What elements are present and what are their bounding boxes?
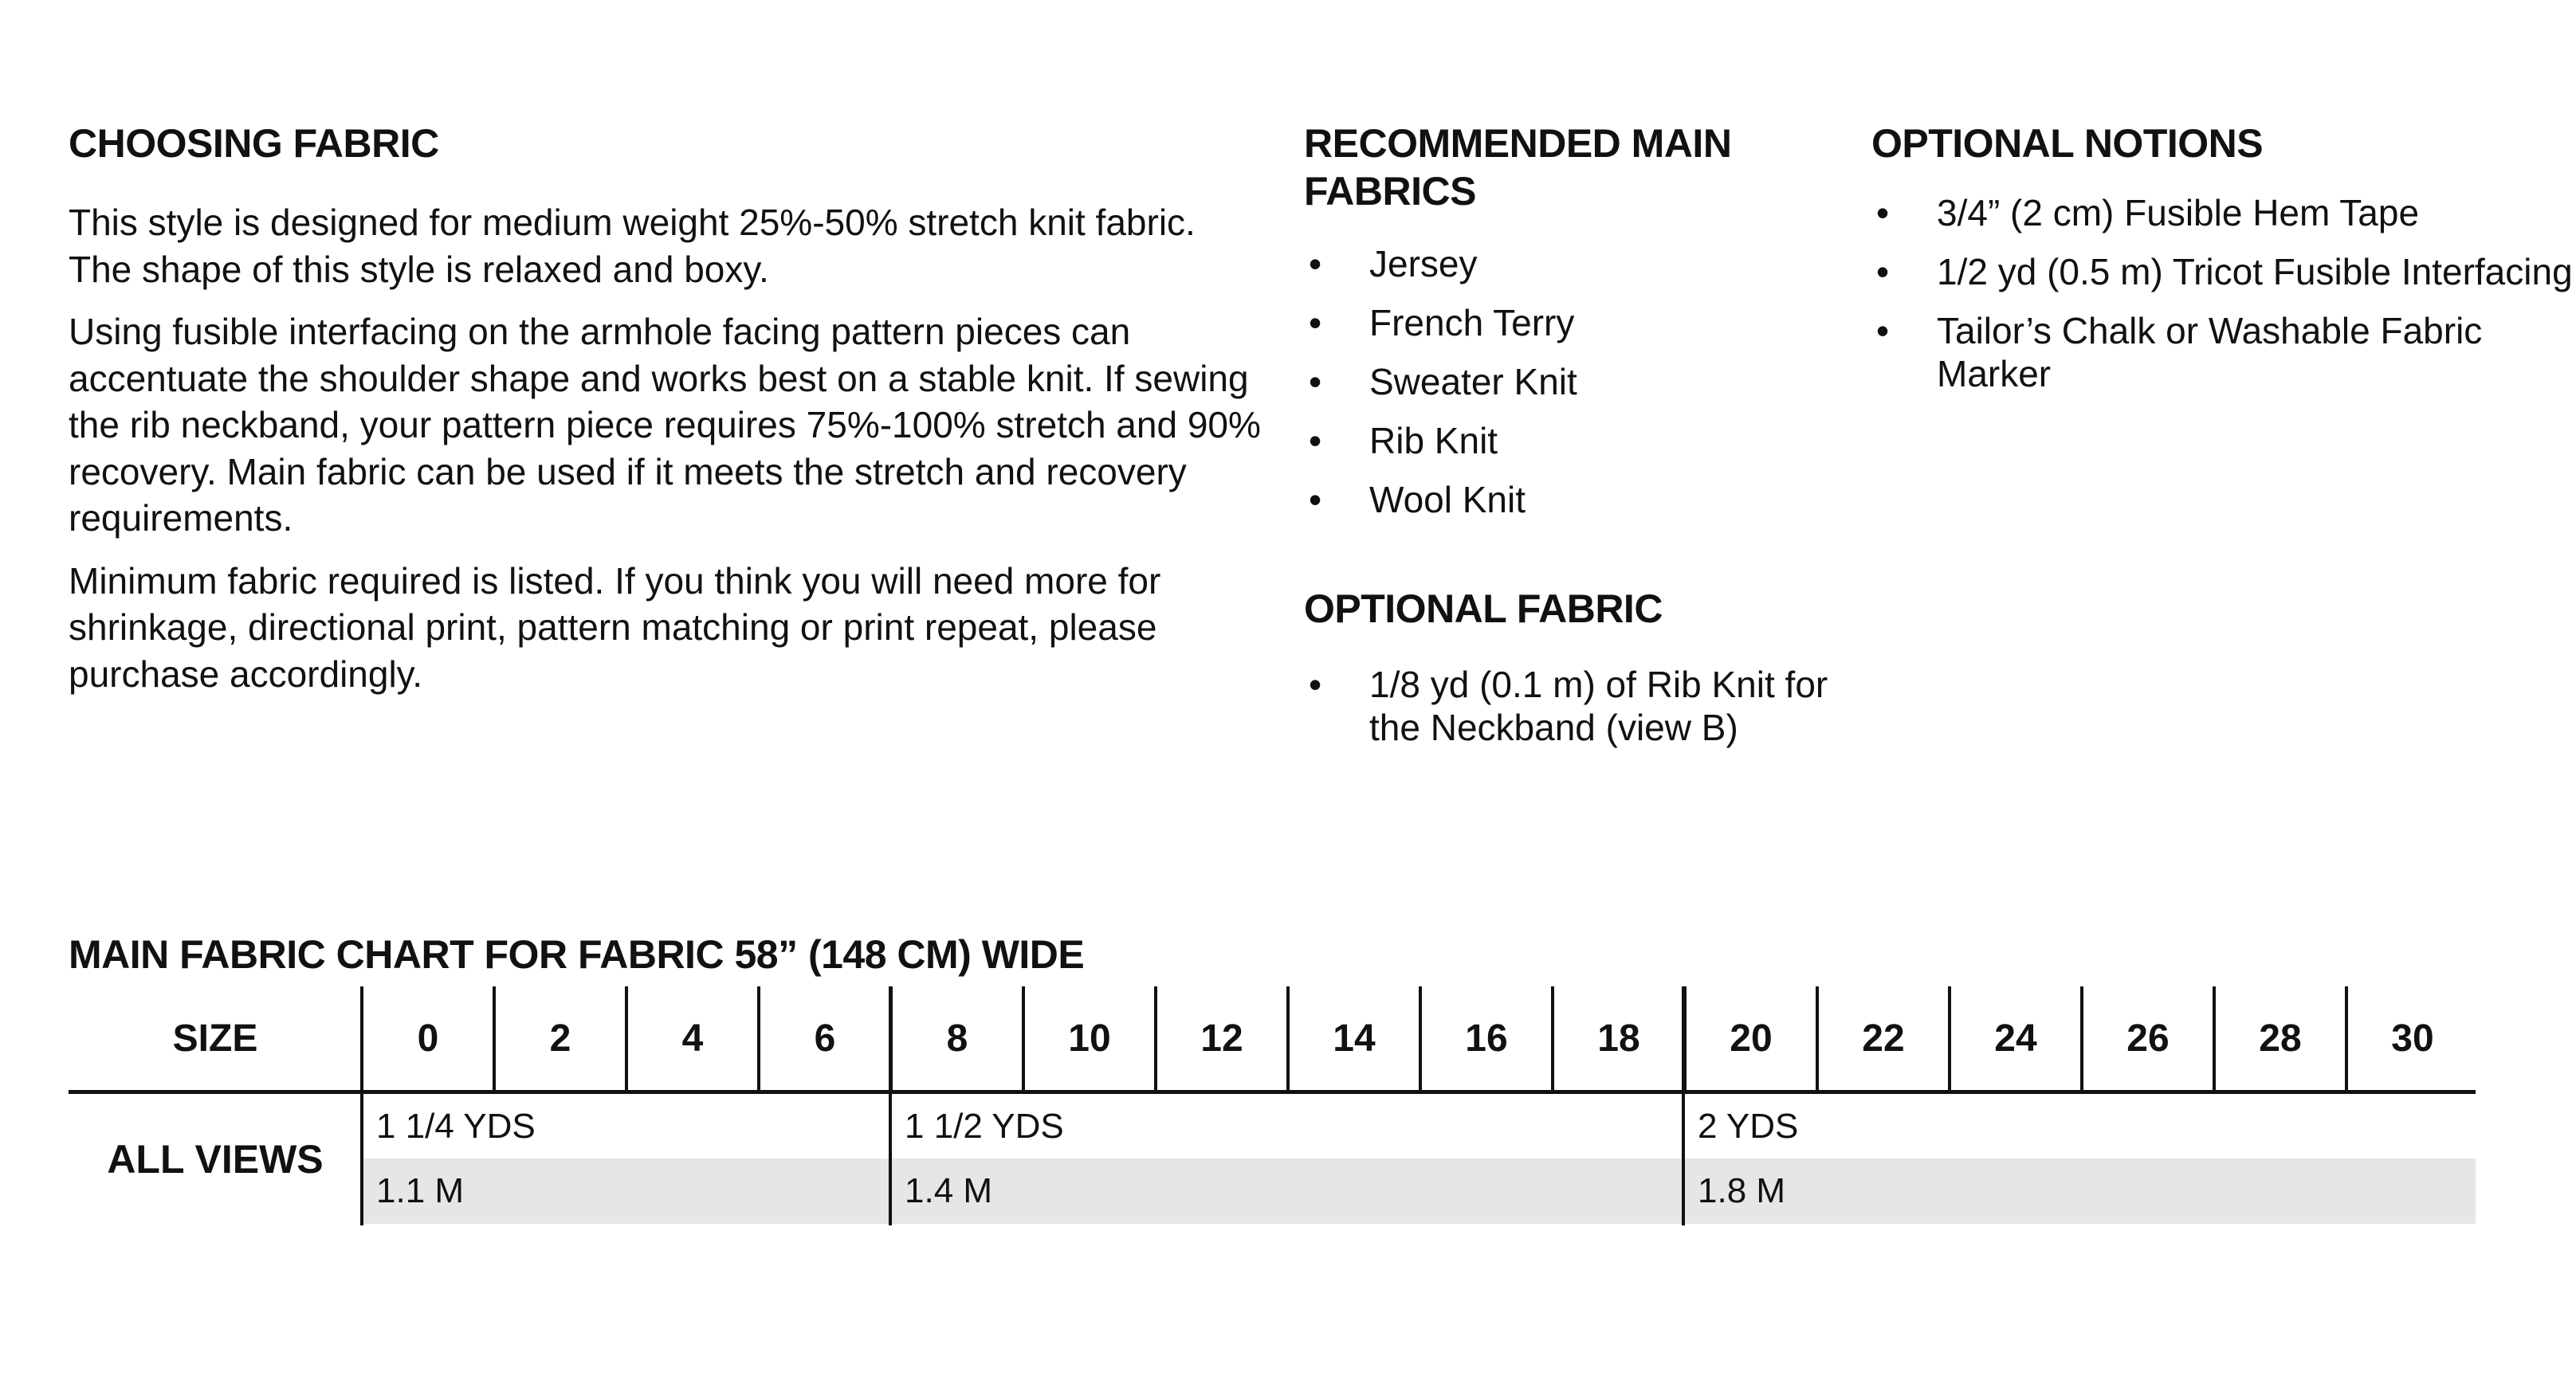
- bullet-icon: •: [1309, 302, 1322, 343]
- bullet-icon: •: [1309, 243, 1322, 284]
- list-item-text: 1/2 yd (0.5 m) Tricot Fusible Interfacing: [1937, 251, 2573, 292]
- list-item: [1871, 191, 2573, 234]
- recommended-main-fabrics-section: [1304, 120, 1862, 537]
- optional-notions-list: [1871, 191, 2573, 395]
- size-header-cell: 10: [1068, 1017, 1111, 1060]
- size-column-separator: [493, 986, 496, 1090]
- size-header-cell: 18: [1597, 1017, 1640, 1060]
- size-header-cell: 4: [681, 1017, 704, 1060]
- choosing-fabric-heading: CHOOSING FABRIC: [69, 121, 439, 166]
- list-item-text: 3/4” (2 cm) Fusible Hem Tape: [1937, 192, 2420, 233]
- list-item: [1304, 663, 1862, 749]
- list-item-text: Tailor’s Chalk or Washable Fabric Marker: [1937, 310, 2483, 394]
- all-views-row-label: ALL VIEWS: [107, 1136, 324, 1182]
- size-header-cell: 24: [1994, 1017, 2037, 1060]
- bullet-icon: •: [1876, 251, 1890, 292]
- size-column-separator: [2345, 986, 2348, 1090]
- list-item: [1304, 360, 1862, 403]
- size-column-separator: [1154, 986, 1157, 1090]
- size-header-cell: 28: [2259, 1017, 2302, 1060]
- size-column-separator: [1551, 986, 1554, 1090]
- size-header-cell: 6: [814, 1017, 836, 1060]
- bullet-icon: •: [1309, 664, 1322, 705]
- size-column-separator: [1948, 986, 1951, 1090]
- recommended-fabrics-list: [1304, 242, 1862, 521]
- list-item: [1304, 478, 1862, 521]
- optional-fabric-section: [1304, 585, 1862, 749]
- size-column-separator: [1419, 986, 1422, 1090]
- size-column-separator: [2080, 986, 2083, 1090]
- size-header-cell: 26: [2126, 1017, 2170, 1060]
- size-header-cell: 0: [417, 1017, 439, 1060]
- list-item-text: Sweater Knit: [1369, 361, 1577, 402]
- meters-row-background: [362, 1158, 2476, 1224]
- optional-fabric-list: [1304, 663, 1862, 749]
- size-column-separator: [1286, 986, 1290, 1090]
- size-header-cell: 12: [1200, 1017, 1243, 1060]
- size-header-cell: 2: [549, 1017, 571, 1060]
- size-column-separator: [1022, 986, 1025, 1090]
- optional-notions-heading: OPTIONAL NOTIONS: [1871, 121, 2264, 166]
- fabric-chart-title: MAIN FABRIC CHART FOR FABRIC 58” (148 CM) WIDE: [69, 932, 1085, 977]
- bullet-icon: •: [1309, 361, 1322, 402]
- list-item: [1304, 419, 1862, 462]
- list-item-text: 1/8 yd (0.1 m) of Rib Knit for the Neckband (view B): [1369, 664, 1828, 748]
- group-1-meters: 1.1 M: [376, 1171, 465, 1210]
- recommended-main-fabrics-heading: RECOMMENDED MAIN FABRICS: [1304, 121, 1732, 214]
- choosing-fabric-paragraph-3: Minimum fabric required is listed. If you think you will need more for shrinkage, directional print, pattern matching or print repeat, please purchase accordingly.: [69, 559, 1161, 695]
- bullet-icon: •: [1876, 310, 1890, 351]
- list-item: [1871, 250, 2573, 293]
- size-column-separator: [625, 986, 628, 1090]
- bullet-icon: •: [1309, 479, 1322, 520]
- list-item-text: Wool Knit: [1369, 479, 1526, 520]
- size-header-cell: 8: [946, 1017, 968, 1060]
- choosing-fabric-paragraph-1: This style is designed for medium weight 25%-50% stretch knit fabric. The shape of this style is relaxed and boxy.: [69, 202, 1196, 290]
- list-item: [1304, 301, 1862, 344]
- size-header-cell: 16: [1465, 1017, 1508, 1060]
- optional-fabric-heading: OPTIONAL FABRIC: [1304, 586, 1663, 631]
- list-item: [1871, 309, 2573, 395]
- group-2-yards: 1 1/2 YDS: [905, 1107, 1064, 1146]
- size-header-cell: 20: [1730, 1017, 1773, 1060]
- group-3-meters: 1.8 M: [1698, 1171, 1786, 1210]
- list-item-text: French Terry: [1369, 302, 1575, 343]
- bullet-icon: •: [1309, 420, 1322, 461]
- size-header-cell: 30: [2391, 1017, 2434, 1060]
- group-3-yards: 2 YDS: [1698, 1107, 1799, 1146]
- choosing-fabric-paragraph-2: Using fusible interfacing on the armhole facing pattern pieces can accentuate the shoulder shape and works best on a stable knit. If sewing the rib neckband, your pattern piece requires 75%-100% stretch and 90% recovery. Main fabric can be used if it meets the stretch and recovery requirements.: [69, 311, 1261, 539]
- size-column-separator: [1816, 986, 1819, 1090]
- size-column-separator: [2213, 986, 2216, 1090]
- size-header-label: SIZE: [172, 1017, 258, 1060]
- group-1-yards: 1 1/4 YDS: [376, 1107, 536, 1146]
- list-item-text: Jersey: [1369, 243, 1478, 284]
- list-item-text: Rib Knit: [1369, 420, 1498, 461]
- list-item: [1304, 242, 1862, 285]
- choosing-fabric-section: [69, 120, 1264, 713]
- group-2-meters: 1.4 M: [905, 1171, 993, 1210]
- size-header-cell: 14: [1333, 1017, 1376, 1060]
- bullet-icon: •: [1876, 192, 1890, 233]
- size-column-separator: [757, 986, 760, 1090]
- optional-notions-section: [1871, 120, 2573, 411]
- size-header-cell: 22: [1862, 1017, 1905, 1060]
- fabric-chart-table: [69, 986, 2476, 1225]
